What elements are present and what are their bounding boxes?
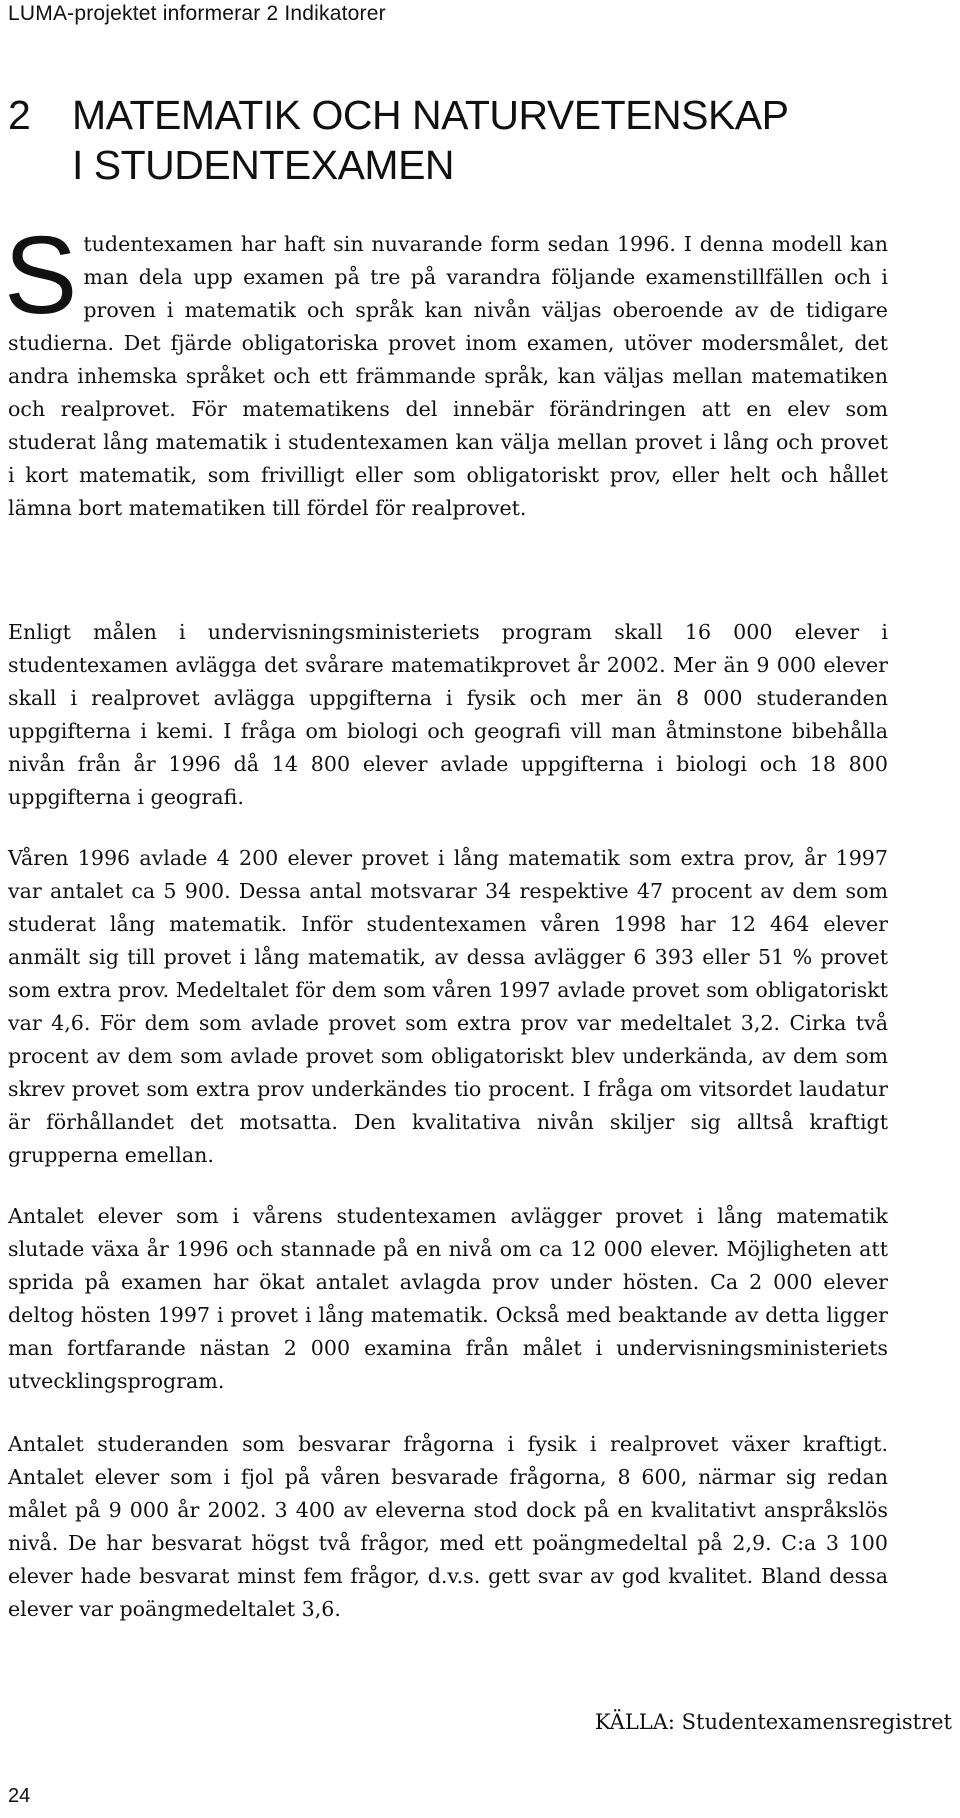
paragraph-spring-results: Våren 1996 avlade 4 200 elever provet i lång matematik som extra prov, år 1997 var antalet ca 5 900. Dessa antal motsvarar 34 respektive 47 procent av dem som studerat lång matematik. Inför studentexamen våren 1998 har 12 464 elever anmält sig till provet i lång matematik, av dessa avlägger 6 393 eller 51 % provet som extra prov. Medeltalet för dem som våren 1997 avlade provet som obligatoriskt var 4,6. För dem som avlade provet som extra prov var medeltalet 3,2. Cirka två procent av dem som avlade provet som obligatoriskt blev underkända, av dem som skrev provet som extra prov underkändes tio procent. I fråga om vitsordet laudatur är förhållandet det motsatta. Den kvalitativa nivån skiljer sig alltså kraftigt grupperna emellan.	[8, 846, 888, 1167]
running-head: LUMA-projektet informerar 2 Indikatorer	[8, 2, 386, 25]
chapter-title-line2: I STUDENTEXAMEN	[72, 142, 455, 188]
paragraph-autumn-exams: Antalet elever som i vårens studentexamen avlägger provet i lång matematik slutade växa år 1996 och stannade på en nivå om ca 12 000 elever. Möjligheten att sprida på examen har ökat antalet avlagda prov under hösten. Ca 2 000 elever deltog hösten 1997 i provet i lång matematik. Också med beaktande av detta ligger man fortfarande nästan 2 000 examina från målet i undervisningsministeriets utvecklingsprogram.	[8, 1204, 888, 1393]
paragraph-physics: Antalet studeranden som besvarar frågorna i fysik i realprovet växer kraftigt. Antalet elever som i fjol på våren besvarade frågorna, 8 600, närmar sig redan målet på 9 000 år 2002. 3 400 av eleverna stod dock på en kvalitativt anspråkslös nivå. De har besvarat högst två frågor, med ett poängmedeltal på 2,9. C:a 3 100 elever hade besvarat minst fem frågor, d.v.s. gett svar av god kvalitet. Bland dessa elever var poängmedeltalet 3,6.	[8, 1432, 888, 1621]
drop-cap: S	[4, 214, 78, 337]
chapter-title-line1: MATEMATIK OCH NATURVETENSKAP	[72, 92, 789, 138]
chapter-title	[8, 90, 789, 190]
paragraph-intro-text: tudentexamen har haft sin nuvarande form sedan 1996. I denna modell kan man dela upp examen på tre på varandra följande examenstillfällen och i proven i matematik och språk kan nivån väljas oberoende av de tidigare studierna. Det fjärde obligatoriska provet inom examen, utöver modersmålet, det andra inhemska språket och ett främmande språk, kan väljas mellan matematiken och realprovet. För matematikens del innebär förändringen att en elev som studerat lång matematik i studentexamen kan välja mellan provet i lång och provet i kort matematik, som frivilligt eller som obligatoriskt prov, eller helt och hållet lämna bort matematiken till fördel för realprovet.	[8, 232, 888, 520]
paragraph-goals: Enligt målen i undervisningsministeriets program skall 16 000 elever i studentexamen avlägga det svårare matematikprovet år 2002. Mer än 9 000 elever skall i realprovet avlägga uppgifterna i fysik och mer än 8 000 studeranden uppgifterna i kemi. I fråga om biologi och geografi vill man åtminstone bibehålla nivån från år 1996 då 14 800 elever avlade uppgifterna i biologi och 18 800 uppgifterna i geografi.	[8, 620, 888, 809]
chapter-number: 2	[8, 92, 31, 138]
page-number: 24	[8, 1785, 31, 1807]
paragraph-intro	[4, 214, 888, 525]
source-note: KÄLLA: Studentexamensregistret	[594, 1710, 952, 1734]
